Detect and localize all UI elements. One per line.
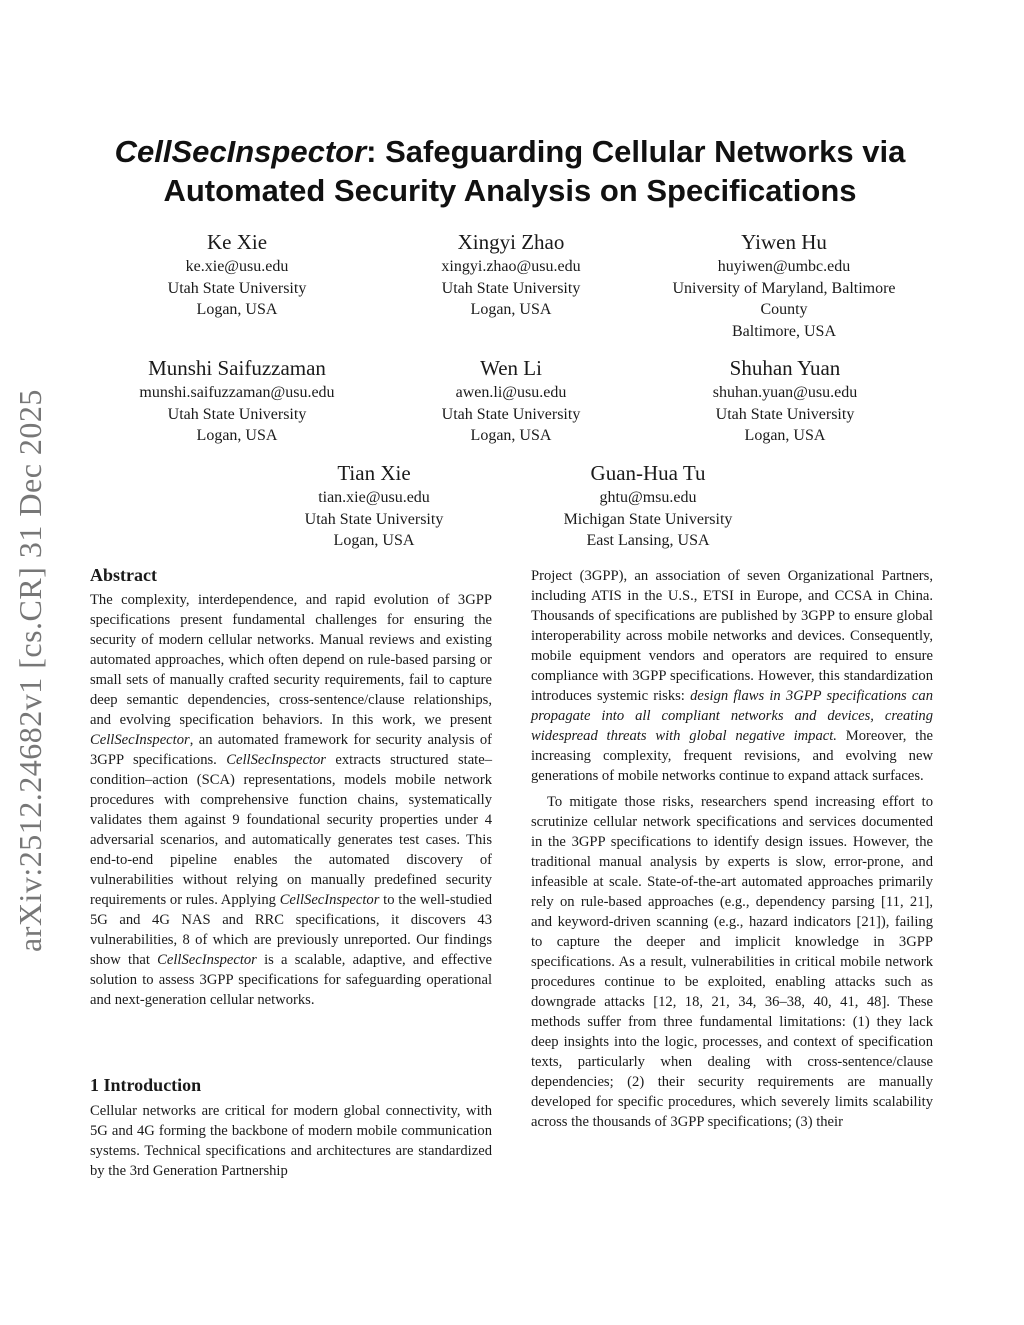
author-email: huyiwen@umbc.edu (717, 258, 851, 275)
author-block (498, 460, 798, 552)
intro-body-left (90, 1101, 492, 1181)
intro-heading: 1 Introduction (90, 1075, 202, 1095)
intro-paragraph: To mitigate those risks, researchers spend increasing effort to scrutinize cellular network specifications and services documented in the 3GPP specifications to identify design issues. However, the traditional manual analysis by experts is slow, error-prone, and infeasible at scale. State-of-the-art automated approaches primarily rely on rule-based approaches (e.g., dependency parsing [11, 21], and keyword-driven scanning (e.g., hazard indicators [21]), failing to capture the deeper and implicit knowledge in 3GPP specifications. As a result, vulnerabilities in critical mobile network procedures continue to be exploited, enabling attacks such as downgrade attacks [12, 18, 21, 34, 36–38, 40, 41, 48]. These methods suffer from three fundamental limitations: (1) they lack deep insights into the logic, processes, and context of specification texts, particularly when dealing with cross-sentence/clause dependencies; (2) their security requirements are manually developed for specific procedures, which severely limits scalability across the thousands of 3GPP specifications; (3) their (531, 794, 933, 1130)
author-affiliation: Utah State University (167, 405, 307, 423)
author-location: Logan, USA (470, 301, 552, 319)
author-name: Xingyi Zhao (457, 230, 565, 254)
intro-paragraph-continued: Project (3GPP), an association of seven Organizational Partners, including ATIS in the U.S., ETSI in Europe, and CCSA in China. Thousands of specifications are published by 3GPP to ensure global interoperability across mobile networks and devices. Consequently, mobile equipment vendors and operators are required to ensure compliance with 3GPP specifications. However, this standardization introduces systemic risks: design flaws in 3GPP specifications can propagate into all compliant networks and devices, creating widespread threats with global negative impact. Moreover, the increasing complexity, frequent revisions, and evolving new generations of mobile networks continue to expand attack surfaces. (531, 568, 933, 784)
paper-title (60, 132, 960, 210)
author-location: East Lansing, USA (586, 532, 710, 550)
abstract-paragraph: The complexity, interdependence, and rapid evolution of 3GPP specifications present fundamental challenges for ensuring the security of modern cellular networks. Manual reviews and existing automated approaches, which often depend on rule-based parsing or small sets of manually crafted security requirements, fail to capture deep semantic dependencies, cross-sentence/clause relationships, and evolving specification behaviors. In this work, we present CellSecInspector, an automated framework for security analysis of 3GPP specifications. CellSecInspector extracts structured state–condition–action (SCA) representations, models mobile network procedures with comprehensive function chains, systematically validates them against 9 foundational security properties under 4 adversarial scenarios, and automatically generates test cases. This end-to-end pipeline enables the automated discovery of vulnerabilities without relying on manually predefined security requirements or rules. Applying CellSecInspector to the well-studied 5G and 4G NAS and RRC specifications, it discovers 43 vulnerabilities, 8 of which are previously unreported. Our findings show that CellSecInspector is a scalable, adaptive, and effective solution to assess 3GPP specifications for safeguarding operational and next-generation cellular networks. (90, 592, 493, 1008)
author-affiliation: University of Maryland, Baltimore County (672, 279, 896, 319)
author-name: Wen Li (480, 356, 542, 380)
title-line-1: : Safeguarding Cellular Networks via (366, 134, 906, 169)
abstract-body (90, 590, 492, 1010)
author-block (361, 229, 661, 321)
author-location: Logan, USA (333, 532, 415, 550)
author-block (361, 355, 661, 447)
title-line-2: Automated Security Analysis on Specifications (163, 173, 857, 208)
author-affiliation: Utah State University (715, 405, 855, 423)
author-name: Munshi Saifuzzaman (148, 356, 326, 380)
author-email: ghtu@msu.edu (599, 489, 697, 506)
author-location: Logan, USA (470, 427, 552, 445)
author-location: Logan, USA (196, 301, 278, 319)
author-email: shuhan.yuan@usu.edu (712, 384, 858, 401)
author-block (635, 355, 935, 447)
author-email: awen.li@usu.edu (455, 384, 567, 401)
author-location: Logan, USA (196, 427, 278, 445)
author-email: xingyi.zhao@usu.edu (441, 258, 581, 275)
author-block (87, 355, 387, 447)
author-location: Baltimore, USA (732, 322, 836, 340)
title-system-name: CellSecInspector (114, 134, 367, 169)
abstract-heading: Abstract (90, 565, 157, 585)
author-name: Guan-Hua Tu (590, 461, 706, 485)
author-name: Ke Xie (206, 230, 268, 254)
author-name: Shuhan Yuan (729, 356, 841, 380)
author-name: Yiwen Hu (741, 230, 827, 254)
author-affiliation: Utah State University (441, 279, 581, 297)
intro-body-right (531, 566, 933, 1132)
author-name: Tian Xie (337, 461, 411, 485)
author-block (648, 229, 920, 342)
author-affiliation: Utah State University (441, 405, 581, 423)
author-affiliation: Utah State University (304, 510, 444, 528)
author-affiliation: Michigan State University (563, 510, 733, 528)
author-email: tian.xie@usu.edu (318, 489, 430, 506)
arxiv-stamp: arXiv:2512.24682v1 [cs.CR] 31 Dec 2025 (12, 389, 48, 952)
author-affiliation: Utah State University (167, 279, 307, 297)
author-email: munshi.saifuzzaman@usu.edu (139, 384, 335, 401)
author-email: ke.xie@usu.edu (185, 258, 289, 275)
author-block (224, 460, 524, 552)
author-block (87, 229, 387, 321)
intro-paragraph: Cellular networks are critical for modern global connectivity, with 5G and 4G forming the backbone of modern mobile communication systems. Technical specifications and architectures are standardized by the 3rd Generation Partnership (90, 1103, 492, 1179)
author-location: Logan, USA (744, 427, 826, 445)
